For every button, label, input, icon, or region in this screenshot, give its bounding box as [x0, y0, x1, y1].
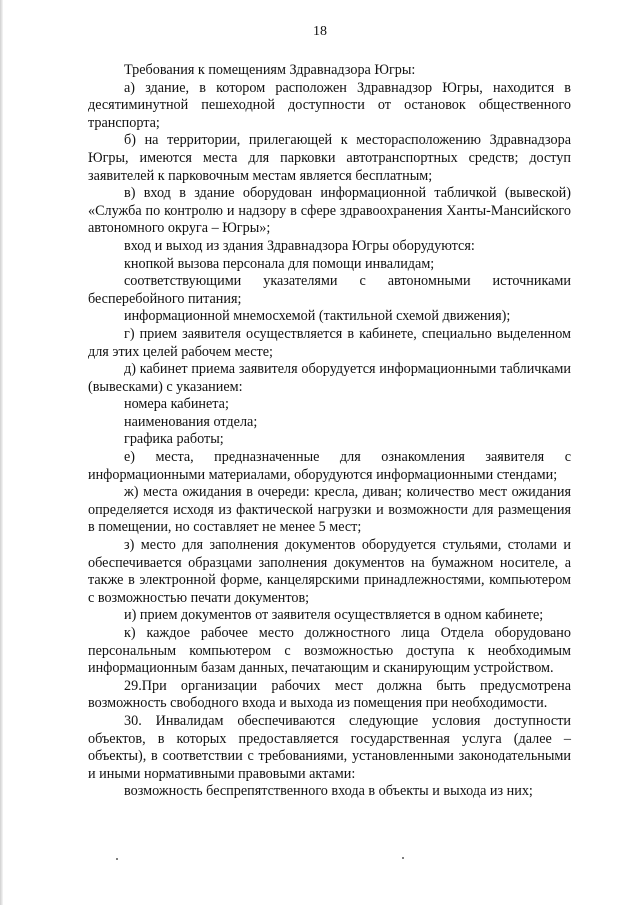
page-number: 18	[313, 24, 327, 39]
paragraph-clause-30: 30. Инвалидам обеспечиваются следующие условия доступности объектов, в которых предоставляется государственная услуга (далее – объекты), в соответствии с требованиями, установленными законодательными и иными нормативными правовыми актами:	[88, 712, 571, 782]
scan-speck-right	[402, 857, 404, 859]
paragraph-mnemonic-scheme: информационной мнемосхемой (тактильной схемой движения);	[124, 308, 511, 325]
paragraph-item-k: к) каждое рабочее место должностного лица Отдела оборудовано персональным компьютером с возможностью доступа к необходимым информационным базам данных, печатающим и сканирующим устройством.	[88, 625, 571, 677]
paragraph-requirements-heading: Требования к помещениям Здравнадзора Югры:	[124, 62, 416, 78]
paragraph-room-number: номера кабинета;	[124, 396, 229, 413]
paragraph-item-e: е) места, предназначенные для ознакомления заявителя с информационными материалами, оборудуются информационными стендами;	[88, 449, 571, 483]
paragraph-entrance-equipment: вход и выход из здания Здравнадзора Югры оборудуются:	[124, 237, 475, 254]
scan-left-edge	[0, 0, 3, 905]
paragraph-item-v: в) вход в здание оборудован информационной табличкой (вывеской) «Служба по контролю и надзору в сфере здравоохранения Ханты-Мансийского автономного округа – Югры»;	[88, 185, 571, 237]
paragraph-item-b: б) на территории, прилегающей к месторасположению Здравнадзора Югры, имеются места для парковки автотранспортных средств; доступ заявителей к парковочным местам является бесплатным;	[88, 132, 571, 184]
paragraph-item-z: з) место для заполнения документов оборудуется стульями, столами и обеспечивается образцами заполнения документов на бумажном носителе, а также в электронной форме, канцелярскими принадлежностями, компьютером с возможностью печати документов;	[88, 537, 571, 606]
paragraph-item-zh: ж) места ожидания в очереди: кресла, диван; количество мест ожидания определяется исходя из фактической нагрузки и возможности для размещения в помещении, но составляет не менее 5 мест;	[88, 484, 571, 536]
paragraph-indicators: соответствующими указателями с автономными источниками бесперебойного питания;	[88, 273, 571, 307]
scan-speck-left	[116, 858, 118, 860]
paragraph-item-i: и) прием документов от заявителя осуществляется в одном кабинете;	[124, 607, 544, 624]
paragraph-unobstructed-access: возможность беспрепятственного входа в объекты и выхода из них;	[124, 783, 533, 800]
paragraph-item-g: г) прием заявителя осуществляется в кабинете, специально выделенном для этих целей рабочем месте;	[88, 325, 571, 360]
paragraph-call-button: кнопкой вызова персонала для помощи инвалидам;	[124, 255, 435, 272]
paragraph-item-d: д) кабинет приема заявителя оборудуется информационными табличками (вывесками) с указанием:	[88, 361, 571, 395]
paragraph-department-name: наименования отдела;	[124, 413, 258, 430]
paragraph-work-schedule: графика работы;	[124, 431, 224, 448]
document-body	[88, 62, 571, 801]
paragraph-item-a: а) здание, в котором расположен Здравнадзор Югры, находится в десятиминутной пешеходной доступности от остановок общественного транспорта;	[88, 79, 571, 131]
paragraph-clause-29: 29.При организации рабочих мест должна быть предусмотрена возможность свободного входа и выхода из помещения при необходимости.	[88, 677, 571, 712]
